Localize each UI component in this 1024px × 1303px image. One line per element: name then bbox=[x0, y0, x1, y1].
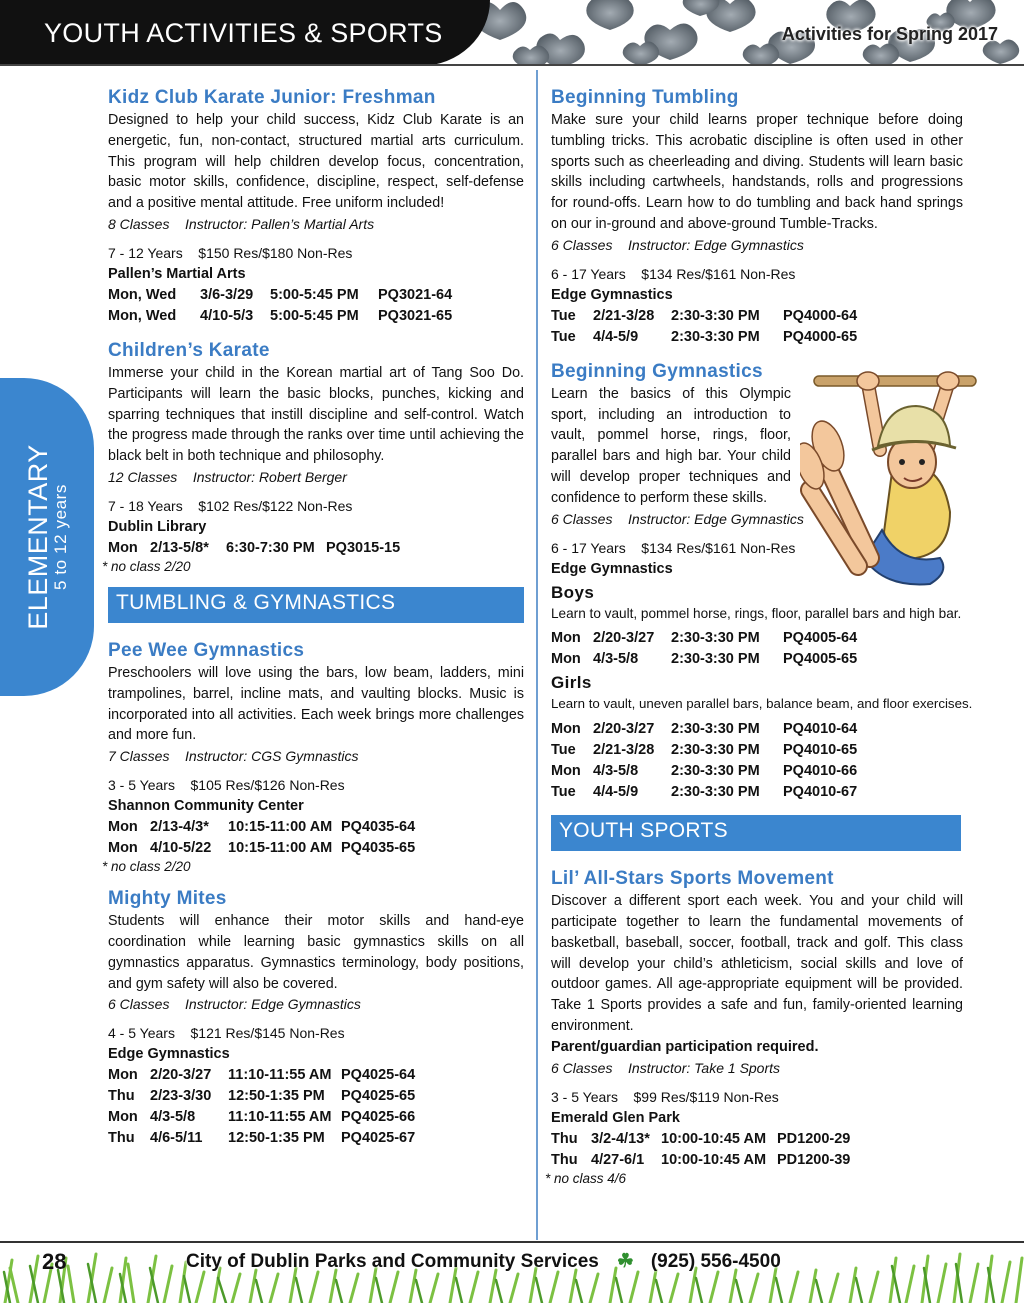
footer-rule bbox=[0, 1241, 1024, 1243]
age-group-label bbox=[24, 444, 70, 630]
schedule-row: Thu 4/6-5/11 12:50-1:35 PM PQ4025-67 bbox=[108, 1130, 416, 1147]
course-title: Pee Wee Gymnastics bbox=[108, 639, 305, 661]
course-location: Pallen’s Martial Arts bbox=[108, 265, 246, 282]
course-price: 7 - 18 Years $102 Res/$122 Non-Res bbox=[108, 497, 353, 514]
course-all-stars bbox=[545, 867, 963, 1187]
course-mighty-mites bbox=[108, 887, 524, 1149]
course-meta: 6 Classes Instructor: Edge Gymnastics bbox=[551, 510, 804, 527]
course-description: Preschoolers will love using the bars, low beam, ladders, mini trampolines, barrel, incline mats, and vaulting blocks. Music is incorporated into all activities. Each week brings more challenges and more fun. bbox=[108, 664, 524, 744]
schedule-note: * no class 2/20 bbox=[102, 558, 191, 574]
course-location: Emerald Glen Park bbox=[551, 1109, 680, 1126]
course-meta: 7 Classes Instructor: CGS Gymnastics bbox=[108, 748, 359, 765]
schedule-row: Tue 4/4-5/9 2:30-3:30 PM PQ4000-65 bbox=[551, 328, 858, 345]
schedule-row: Thu 3/2-4/13* 10:00-10:45 AM PD1200-29 bbox=[551, 1130, 851, 1147]
course-beginning-tumbling bbox=[551, 86, 963, 348]
course-description: Discover a different sport each week. You and your child will participate together to learn the fundamental movements of basketball, baseball, soccer, football, track and golf. This class will develop your child’s athleticism, social skills and love of outdoor games. All age-appropriate equipment will be provided. Take 1 Sports provides a safe and fun, family-oriented learning environment. bbox=[551, 893, 963, 1034]
column-divider bbox=[536, 70, 538, 1240]
course-price: 6 - 17 Years $134 Res/$161 Non-Res bbox=[551, 539, 796, 556]
course-karate-junior bbox=[108, 86, 524, 327]
age-group-range: 5 to 12 years bbox=[51, 483, 70, 591]
schedule-row: Mon, Wed 3/6-3/29 5:00-5:45 PM PQ3021-64 bbox=[108, 286, 453, 303]
schedule-row: Mon 2/13-5/8* 6:30-7:30 PM PQ3015-15 bbox=[108, 539, 401, 556]
section-header-youth-sports: YOUTH SPORTS bbox=[551, 815, 961, 851]
course-price: 3 - 5 Years $99 Res/$119 Non-Res bbox=[551, 1088, 779, 1105]
schedule-row: Mon, Wed 4/10-5/3 5:00-5:45 PM PQ3021-65 bbox=[108, 307, 453, 324]
course-pee-wee-gymnastics bbox=[102, 639, 524, 875]
section-title: YOUTH ACTIVITIES & SPORTS bbox=[44, 18, 443, 48]
schedule-note: * no class 2/20 bbox=[102, 859, 191, 875]
gymnast-illustration bbox=[800, 362, 978, 588]
schedule-note: * no class 4/6 bbox=[545, 1170, 627, 1186]
schedule-row: Mon 2/20-3/27 2:30-3:30 PM PQ4010-64 bbox=[551, 721, 858, 738]
page-header bbox=[0, 0, 1024, 66]
course-description: Students will enhance their motor skills and hand-eye coordination while learning basic gymnastics skills on all gymnastics apparatus. Gymnastics terminology, body positions, and gym safety will also be covered. bbox=[108, 913, 524, 992]
section-header-tumbling: TUMBLING & GYMNASTICS bbox=[108, 587, 524, 623]
schedule-row: Thu 4/27-6/1 10:00-10:45 AM PD1200-39 bbox=[551, 1151, 851, 1168]
left-column bbox=[102, 86, 524, 1161]
right-column bbox=[545, 86, 973, 1199]
course-title: Beginning Tumbling bbox=[551, 87, 739, 108]
course-title: Kidz Club Karate Junior: Freshman bbox=[108, 87, 436, 108]
schedule-row: Mon 4/3-5/8 2:30-3:30 PM PQ4005-65 bbox=[551, 651, 858, 668]
course-description: Designed to help your child success, Kidz Club Karate is an energetic, fun, non-contact, structured martial arts curriculum. This program will help children develop focus, concentration, basic motor skills, confidence, discipline, respect, self-defense and a positive mental attitude. Free uniform included! bbox=[108, 112, 524, 212]
schedule-row: Mon 4/3-5/8 11:10-11:55 AM PQ4025-66 bbox=[108, 1109, 416, 1126]
course-meta: 6 Classes Instructor: Edge Gymnastics bbox=[108, 996, 361, 1013]
schedule-row: Mon 4/10-5/22 10:15-11:00 AM PQ4035-65 bbox=[108, 840, 416, 857]
course-requirement: Parent/guardian participation required. bbox=[551, 1038, 819, 1055]
boys-subheading: Boys bbox=[551, 582, 595, 602]
age-group-name: ELEMENTARY bbox=[23, 444, 53, 630]
footer-contact bbox=[186, 1250, 781, 1273]
page-footer bbox=[0, 1238, 1024, 1303]
schedule-row: Tue 2/21-3/28 2:30-3:30 PM PQ4000-64 bbox=[551, 307, 858, 324]
page-number: 28 bbox=[42, 1249, 67, 1274]
schedule-row: Tue 2/21-3/28 2:30-3:30 PM PQ4010-65 bbox=[551, 742, 858, 759]
schedule-row: Mon 2/13-4/3* 10:15-11:00 AM PQ4035-64 bbox=[108, 819, 416, 836]
header-rule bbox=[0, 64, 1024, 66]
course-location: Dublin Library bbox=[108, 518, 207, 535]
course-description: Learn the basics of this Olympic sport, including an introduction to vault, pommel horse, rings, floor, parallel bars and high bar. Your child will develop proper techniques and confidence to perform these skills. bbox=[551, 385, 791, 506]
schedule-row: Mon 2/20-3/27 11:10-11:55 AM PQ4025-64 bbox=[108, 1067, 416, 1084]
course-price: 7 - 12 Years $150 Res/$180 Non-Res bbox=[108, 244, 353, 261]
course-location: Edge Gymnastics bbox=[108, 1046, 230, 1063]
schedule-row: Mon 2/20-3/27 2:30-3:30 PM PQ4005-64 bbox=[551, 630, 858, 647]
course-price: 6 - 17 Years $134 Res/$161 Non-Res bbox=[551, 265, 796, 282]
shamrock-icon: ☘ bbox=[616, 1251, 634, 1272]
course-meta: 8 Classes Instructor: Pallen’s Martial Arts bbox=[108, 215, 375, 232]
boys-description: Learn to vault, pommel horse, rings, floor, parallel bars and high bar. bbox=[551, 605, 962, 621]
girls-subheading: Girls bbox=[551, 673, 592, 693]
course-description: Immerse your child in the Korean martial art of Tang Soo Do. Participants will learn the basic blocks, punches, kicking and sparring techniques that instill discipline and self-control. Watch the progress made through the ranks over time until achieving the black belt in both technique and philosophy. bbox=[108, 364, 524, 465]
schedule-row: Thu 2/23-3/30 12:50-1:35 PM PQ4025-65 bbox=[108, 1088, 416, 1105]
course-location: Shannon Community Center bbox=[108, 798, 304, 815]
course-meta: 6 Classes Instructor: Edge Gymnastics bbox=[551, 236, 804, 253]
course-price: 4 - 5 Years $121 Res/$145 Non-Res bbox=[108, 1025, 345, 1042]
course-title: Lil’ All-Stars Sports Movement bbox=[551, 868, 834, 890]
course-price: 3 - 5 Years $105 Res/$126 Non-Res bbox=[108, 777, 345, 794]
schedule-row: Tue 4/4-5/9 2:30-3:30 PM PQ4010-67 bbox=[551, 784, 858, 801]
course-description: Make sure your child learns proper technique before doing tumbling tricks. This acrobatic discipline is often used in other sports such as cheerleading and diving. Students will learn basic skills including cartwheels, handstands, rolls and progressions for round-offs. Learn how to do tumbling and back hand springs on our in-ground and above-ground Tumble-Tracks. bbox=[551, 112, 963, 232]
course-title: Mighty Mites bbox=[108, 888, 227, 910]
course-meta: 12 Classes Instructor: Robert Berger bbox=[108, 468, 347, 485]
course-title: Children’s Karate bbox=[108, 339, 270, 361]
course-location: Edge Gymnastics bbox=[551, 560, 673, 577]
phone-number: (925) 556-4500 bbox=[650, 1251, 781, 1272]
course-childrens-karate bbox=[102, 339, 524, 575]
girls-description: Learn to vault, uneven parallel bars, balance beam, and floor exercises. bbox=[551, 696, 973, 712]
course-title: Beginning Gymnastics bbox=[551, 360, 763, 382]
course-location: Edge Gymnastics bbox=[551, 286, 673, 303]
organization-name: City of Dublin Parks and Community Services bbox=[186, 1251, 599, 1272]
course-meta: 6 Classes Instructor: Take 1 Sports bbox=[551, 1059, 781, 1076]
schedule-row: Mon 4/3-5/8 2:30-3:30 PM PQ4010-66 bbox=[551, 763, 858, 780]
season-label: Activities for Spring 2017 bbox=[781, 24, 998, 44]
